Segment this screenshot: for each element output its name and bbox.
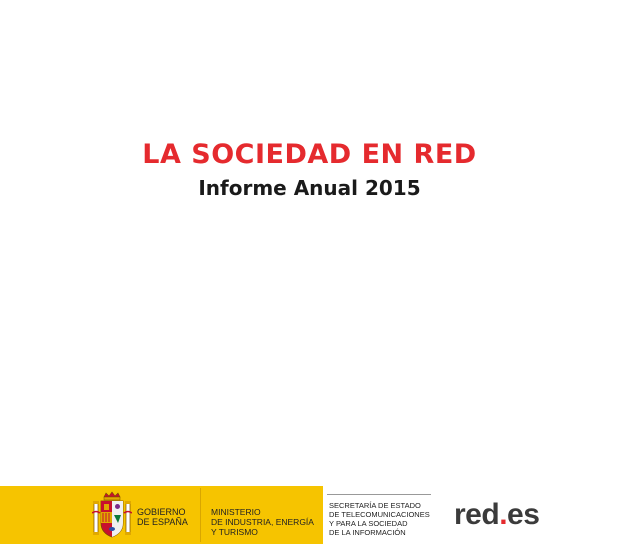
- logo-dot: .: [499, 498, 508, 531]
- document-subtitle: Informe Anual 2015: [198, 176, 421, 200]
- footer-divider-1: [200, 488, 201, 542]
- red-es-logo: [454, 497, 539, 533]
- spain-coat-of-arms-icon: [92, 491, 132, 539]
- document-title: LA SOCIEDAD EN RED: [142, 139, 477, 170]
- government-label: GOBIERNO DE ESPAÑA: [137, 507, 188, 527]
- logo-red: red: [454, 498, 500, 531]
- secretariat-label: SECRETARÍA DE ESTADO DE TELECOMUNICACIONES Y PARA LA SOCIEDAD DE LA INFORMACIÓN: [329, 501, 430, 537]
- secretariat-rule: [327, 494, 431, 495]
- logo-es: es: [507, 498, 540, 531]
- ministry-label: MINISTERIO DE INDUSTRIA, ENERGÍA Y TURISMO: [211, 507, 314, 537]
